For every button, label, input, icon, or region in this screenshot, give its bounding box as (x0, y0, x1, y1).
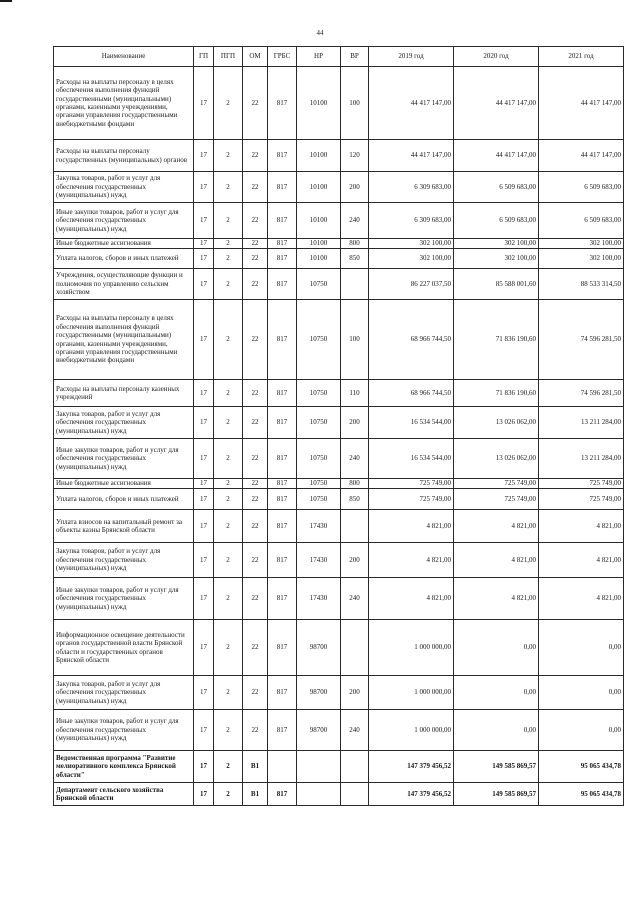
row-grbs: 817 (268, 620, 297, 676)
row-2021: 6 509 683,00 (539, 172, 624, 203)
row-gp: 17 (194, 620, 214, 676)
header-pgp: ПГП (214, 47, 243, 67)
row-pgp: 2 (214, 751, 243, 783)
row-2020: 6 509 683,00 (454, 172, 539, 203)
row-name: Закупка товаров, работ и услуг для обеспечения государственных (муниципальных) нужд (54, 676, 194, 710)
row-2020: 44 417 147,00 (454, 140, 539, 172)
row-grbs: 817 (268, 407, 297, 439)
row-2021: 74 596 281,50 (539, 380, 624, 407)
row-om: 22 (243, 543, 268, 578)
row-om: 22 (243, 249, 268, 269)
row-pgp: 2 (214, 620, 243, 676)
table-row (54, 510, 624, 543)
row-grbs: 817 (268, 510, 297, 543)
row-nr: 10100 (297, 67, 341, 140)
table-row (54, 783, 624, 806)
header-om: ОМ (243, 47, 268, 67)
row-gp: 17 (194, 140, 214, 172)
row-2021: 725 749,00 (539, 489, 624, 510)
table-row (54, 710, 624, 751)
row-2019: 44 417 147,00 (369, 140, 454, 172)
row-nr: 10100 (297, 249, 341, 269)
row-grbs: 817 (268, 380, 297, 407)
row-grbs (268, 751, 297, 783)
row-pgp: 2 (214, 578, 243, 620)
row-name: Иные закупки товаров, работ и услуг для обеспечения государственных (муниципальных) нужд (54, 203, 194, 239)
row-name: Иные бюджетные ассигнования (54, 239, 194, 249)
header-row (54, 47, 624, 67)
row-2019: 4 821,00 (369, 543, 454, 578)
table-row (54, 172, 624, 203)
row-gp: 17 (194, 510, 214, 543)
row-2021: 74 596 281,50 (539, 300, 624, 380)
row-vr (341, 510, 369, 543)
row-2019: 147 379 456,52 (369, 751, 454, 783)
row-om: 22 (243, 203, 268, 239)
table-row (54, 140, 624, 172)
row-gp: 17 (194, 300, 214, 380)
row-gp: 17 (194, 269, 214, 300)
row-2019: 302 100,00 (369, 249, 454, 269)
row-nr: 17430 (297, 510, 341, 543)
row-2019: 302 100,00 (369, 239, 454, 249)
row-2020: 149 585 869,57 (454, 751, 539, 783)
row-2021: 0,00 (539, 676, 624, 710)
row-name: Иные закупки товаров, работ и услуг для обеспечения государственных (муниципальных) нужд (54, 578, 194, 620)
header-grbs: ГРБС (268, 47, 297, 67)
row-pgp: 2 (214, 300, 243, 380)
row-pgp: 2 (214, 489, 243, 510)
row-nr: 10100 (297, 140, 341, 172)
row-2021: 302 100,00 (539, 249, 624, 269)
row-grbs: 817 (268, 140, 297, 172)
row-2020: 725 749,00 (454, 479, 539, 489)
row-grbs: 817 (268, 300, 297, 380)
row-vr: 200 (341, 676, 369, 710)
row-2021: 0,00 (539, 710, 624, 751)
row-2019: 147 379 456,52 (369, 783, 454, 806)
table-row (54, 578, 624, 620)
row-grbs: 817 (268, 203, 297, 239)
row-2019: 16 534 544,00 (369, 407, 454, 439)
row-gp: 17 (194, 172, 214, 203)
row-pgp: 2 (214, 239, 243, 249)
row-pgp: 2 (214, 407, 243, 439)
row-om: 22 (243, 578, 268, 620)
row-grbs: 817 (268, 439, 297, 479)
row-2019: 725 749,00 (369, 489, 454, 510)
row-name: Ведомственная программа "Развитие мелиоративного комплекса Брянской области" (54, 751, 194, 783)
row-nr: 10750 (297, 269, 341, 300)
row-2020: 0,00 (454, 676, 539, 710)
row-vr: 800 (341, 479, 369, 489)
row-nr: 98700 (297, 620, 341, 676)
table-row (54, 380, 624, 407)
row-2019: 86 227 037,50 (369, 269, 454, 300)
row-vr: 850 (341, 489, 369, 510)
row-2020: 0,00 (454, 620, 539, 676)
row-vr: 850 (341, 249, 369, 269)
row-grbs: 817 (268, 710, 297, 751)
row-pgp: 2 (214, 140, 243, 172)
row-vr: 200 (341, 172, 369, 203)
row-2020: 85 588 001,60 (454, 269, 539, 300)
row-2021: 88 533 314,50 (539, 269, 624, 300)
row-vr: 100 (341, 67, 369, 140)
row-2020: 4 821,00 (454, 578, 539, 620)
row-om: 22 (243, 140, 268, 172)
row-vr: 240 (341, 203, 369, 239)
row-om: 22 (243, 510, 268, 543)
row-pgp: 2 (214, 676, 243, 710)
row-nr: 10750 (297, 479, 341, 489)
row-grbs: 817 (268, 489, 297, 510)
row-name: Закупка товаров, работ и услуг для обеспечения государственных (муниципальных) нужд (54, 172, 194, 203)
row-2020: 302 100,00 (454, 239, 539, 249)
table-row (54, 239, 624, 249)
row-2020: 71 836 190,60 (454, 300, 539, 380)
row-vr: 240 (341, 439, 369, 479)
table-row (54, 676, 624, 710)
row-gp: 17 (194, 489, 214, 510)
row-gp: 17 (194, 439, 214, 479)
header-2019: 2019 год (369, 47, 454, 67)
corner-mark (0, 0, 12, 2)
header-nr: НР (297, 47, 341, 67)
row-nr (297, 783, 341, 806)
row-vr (341, 751, 369, 783)
row-gp: 17 (194, 676, 214, 710)
row-2020: 4 821,00 (454, 510, 539, 543)
row-om: 22 (243, 239, 268, 249)
row-om: 22 (243, 300, 268, 380)
table-row (54, 479, 624, 489)
table-row (54, 620, 624, 676)
row-2020: 71 836 190,60 (454, 380, 539, 407)
row-om: В1 (243, 783, 268, 806)
row-gp: 17 (194, 578, 214, 620)
row-2021: 13 211 284,00 (539, 439, 624, 479)
row-gp: 17 (194, 783, 214, 806)
row-nr: 10750 (297, 439, 341, 479)
row-pgp: 2 (214, 479, 243, 489)
row-2019: 68 966 744,50 (369, 300, 454, 380)
table-row (54, 407, 624, 439)
row-vr (341, 620, 369, 676)
row-2019: 1 000 000,00 (369, 620, 454, 676)
table-row (54, 439, 624, 479)
row-2020: 0,00 (454, 710, 539, 751)
row-name: Учреждения, осуществляющие функции и полномочия по управлению сельским хозяйством (54, 269, 194, 300)
row-vr: 200 (341, 407, 369, 439)
table-row (54, 203, 624, 239)
row-2021: 4 821,00 (539, 543, 624, 578)
row-nr (297, 751, 341, 783)
row-nr: 10100 (297, 239, 341, 249)
row-vr: 120 (341, 140, 369, 172)
row-name: Расходы на выплаты персоналу в целях обеспечения выполнения функций государственными (муниципальными) органами, казенными учреждениями, органами управления государственными внебюджетными фондами (54, 67, 194, 140)
row-gp: 17 (194, 249, 214, 269)
row-gp: 17 (194, 380, 214, 407)
row-name: Закупка товаров, работ и услуг для обеспечения государственных (муниципальных) нужд (54, 407, 194, 439)
row-gp: 17 (194, 751, 214, 783)
row-2020: 302 100,00 (454, 249, 539, 269)
row-grbs: 817 (268, 269, 297, 300)
row-2019: 6 309 683,00 (369, 203, 454, 239)
row-grbs: 817 (268, 479, 297, 489)
row-grbs: 817 (268, 239, 297, 249)
row-name: Уплата взносов на капитальный ремонт за объекты казны Брянской области (54, 510, 194, 543)
row-om: 22 (243, 269, 268, 300)
row-vr (341, 783, 369, 806)
table-row (54, 543, 624, 578)
row-2021: 302 100,00 (539, 239, 624, 249)
table-row (54, 751, 624, 783)
row-name: Закупка товаров, работ и услуг для обеспечения государственных (муниципальных) нужд (54, 543, 194, 578)
row-om: 22 (243, 439, 268, 479)
row-pgp: 2 (214, 783, 243, 806)
row-grbs: 817 (268, 543, 297, 578)
row-vr: 200 (341, 543, 369, 578)
row-2019: 4 821,00 (369, 510, 454, 543)
row-pgp: 2 (214, 249, 243, 269)
row-2021: 95 065 434,78 (539, 751, 624, 783)
row-2021: 0,00 (539, 620, 624, 676)
row-nr: 10750 (297, 489, 341, 510)
header-2020: 2020 год (454, 47, 539, 67)
row-2019: 1 000 000,00 (369, 710, 454, 751)
row-vr: 240 (341, 578, 369, 620)
table-row (54, 300, 624, 380)
row-pgp: 2 (214, 543, 243, 578)
row-name: Информационное освещение деятельности органов государственной власти Брянской области и государственных органов Брянской области (54, 620, 194, 676)
row-grbs: 817 (268, 783, 297, 806)
page-number: 44 (316, 29, 324, 37)
row-vr: 240 (341, 710, 369, 751)
row-name: Уплата налогов, сборов и иных платежей (54, 249, 194, 269)
row-nr: 17430 (297, 578, 341, 620)
row-2020: 13 026 062,00 (454, 407, 539, 439)
row-vr: 800 (341, 239, 369, 249)
row-2019: 44 417 147,00 (369, 67, 454, 140)
row-gp: 17 (194, 407, 214, 439)
budget-table (53, 46, 624, 806)
row-grbs: 817 (268, 67, 297, 140)
row-om: 22 (243, 479, 268, 489)
row-2020: 149 585 869,57 (454, 783, 539, 806)
row-2021: 95 065 434,78 (539, 783, 624, 806)
row-2019: 1 000 000,00 (369, 676, 454, 710)
row-om: 22 (243, 172, 268, 203)
row-grbs: 817 (268, 172, 297, 203)
row-name: Расходы на выплаты персоналу государственных (муниципальных) органов (54, 140, 194, 172)
row-nr: 10100 (297, 203, 341, 239)
header-name: Наименование (54, 47, 194, 67)
row-2020: 725 749,00 (454, 489, 539, 510)
table-row (54, 489, 624, 510)
row-pgp: 2 (214, 269, 243, 300)
table-row (54, 269, 624, 300)
row-om: 22 (243, 620, 268, 676)
row-vr (341, 269, 369, 300)
row-2021: 6 509 683,00 (539, 203, 624, 239)
row-pgp: 2 (214, 67, 243, 140)
row-2021: 44 417 147,00 (539, 67, 624, 140)
row-om: 22 (243, 710, 268, 751)
row-2021: 4 821,00 (539, 510, 624, 543)
table-row (54, 67, 624, 140)
row-2019: 68 966 744,50 (369, 380, 454, 407)
row-gp: 17 (194, 203, 214, 239)
row-vr: 110 (341, 380, 369, 407)
row-gp: 17 (194, 239, 214, 249)
row-2020: 13 026 062,00 (454, 439, 539, 479)
row-om: 22 (243, 407, 268, 439)
row-pgp: 2 (214, 710, 243, 751)
row-om: 22 (243, 489, 268, 510)
row-grbs: 817 (268, 676, 297, 710)
row-om: 22 (243, 676, 268, 710)
row-pgp: 2 (214, 510, 243, 543)
row-2021: 13 211 284,00 (539, 407, 624, 439)
row-2020: 44 417 147,00 (454, 67, 539, 140)
row-name: Иные бюджетные ассигнования (54, 479, 194, 489)
row-name: Расходы на выплаты персоналу в целях обеспечения выполнения функций государственными (муниципальными) органами, казенными учреждениями, органами управления государственными внебюджетными фондами (54, 300, 194, 380)
row-2021: 44 417 147,00 (539, 140, 624, 172)
row-2020: 4 821,00 (454, 543, 539, 578)
row-name: Иные закупки товаров, работ и услуг для обеспечения государственных (муниципальных) нужд (54, 439, 194, 479)
row-2019: 16 534 544,00 (369, 439, 454, 479)
header-gp: ГП (194, 47, 214, 67)
row-nr: 10100 (297, 172, 341, 203)
row-pgp: 2 (214, 380, 243, 407)
row-2020: 6 509 683,00 (454, 203, 539, 239)
row-name: Иные закупки товаров, работ и услуг для обеспечения государственных (муниципальных) нужд (54, 710, 194, 751)
row-name: Департамент сельского хозяйства Брянской области (54, 783, 194, 806)
row-grbs: 817 (268, 249, 297, 269)
row-name: Уплата налогов, сборов и иных платежей (54, 489, 194, 510)
table-row (54, 249, 624, 269)
row-2019: 4 821,00 (369, 578, 454, 620)
row-gp: 17 (194, 710, 214, 751)
row-om: В1 (243, 751, 268, 783)
header-vr: ВР (341, 47, 369, 67)
row-vr: 100 (341, 300, 369, 380)
row-nr: 17430 (297, 543, 341, 578)
row-nr: 10750 (297, 300, 341, 380)
row-2019: 6 309 683,00 (369, 172, 454, 203)
row-nr: 10750 (297, 407, 341, 439)
row-nr: 98700 (297, 710, 341, 751)
row-grbs: 817 (268, 578, 297, 620)
row-2021: 4 821,00 (539, 578, 624, 620)
row-pgp: 2 (214, 172, 243, 203)
row-nr: 98700 (297, 676, 341, 710)
row-2019: 725 749,00 (369, 479, 454, 489)
header-2021: 2021 год (539, 47, 624, 67)
row-om: 22 (243, 380, 268, 407)
row-gp: 17 (194, 543, 214, 578)
row-gp: 17 (194, 479, 214, 489)
row-name: Расходы на выплаты персоналу казенных учреждений (54, 380, 194, 407)
row-om: 22 (243, 67, 268, 140)
row-nr: 10750 (297, 380, 341, 407)
row-pgp: 2 (214, 203, 243, 239)
row-gp: 17 (194, 67, 214, 140)
row-2021: 725 749,00 (539, 479, 624, 489)
row-pgp: 2 (214, 439, 243, 479)
